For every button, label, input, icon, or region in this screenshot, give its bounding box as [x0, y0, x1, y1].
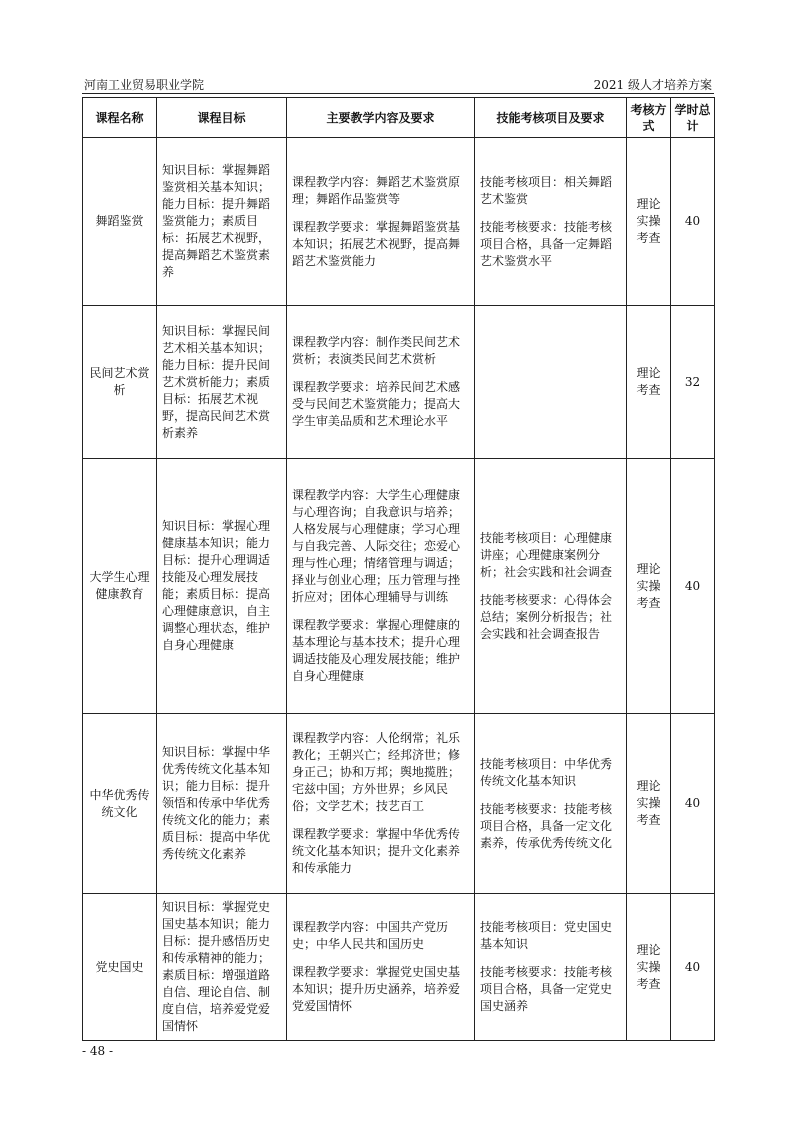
skill-item-text: 技能考核项目：相关舞蹈艺术鉴赏	[480, 174, 613, 206]
skill-requirement-text: 技能考核要求：技能考核项目合格，具备一定文化素养，传承优秀传统文化	[480, 801, 613, 850]
course-goal-cell: 知识目标：掌握心理健康基本知识；能力目标：提升心理调适技能及心理发展技能；素质目标：提高心理健康意识，自主调整心理状态，维护自身心理健康	[157, 459, 287, 714]
total-hours-cell: 40	[671, 714, 715, 894]
table-row	[83, 306, 715, 459]
teaching-content-text: 课程教学内容：中国共产党历史；中华人民共和国历史	[292, 920, 449, 951]
course-name-cell: 中华优秀传统文化	[83, 714, 157, 894]
col-header-course-goal: 课程目标	[157, 98, 287, 138]
assessment-method-cell: 理论实操考查	[627, 714, 671, 894]
teaching-content-cell	[287, 306, 475, 459]
total-hours-cell: 32	[671, 306, 715, 459]
skill-requirement-text: 技能考核要求：技能考核项目合格，具备一定党史国史涵养	[480, 965, 613, 1013]
table-row	[83, 714, 715, 894]
teaching-content-text: 课程教学内容：人伦纲常；礼乐教化；王朝兴亡；经邦济世；修身正己；协和万邦；舆地揽胜；宅兹中国；方外世界；乡风民俗；文学艺术；技艺百工	[292, 731, 461, 813]
skill-item-text: 技能考核项目：党史国史基本知识	[480, 920, 613, 951]
course-name-cell: 大学生心理健康教育	[83, 459, 157, 714]
skill-requirement-text: 技能考核要求：心得体会总结；案例分析报告；社会实践和社会调查报告	[480, 592, 613, 641]
header-institution: 河南工业贸易职业学院	[84, 78, 205, 92]
assessment-method-cell: 理论考查	[627, 306, 671, 459]
table-header-row	[83, 98, 715, 138]
skill-item-text: 技能考核项目：心理健康讲座；心理健康案例分析；社会实践和社会调查	[480, 530, 613, 579]
assessment-method-cell: 理论实操考查	[627, 459, 671, 714]
col-header-assessment-method: 考核方式	[627, 98, 671, 138]
header-rule	[82, 93, 714, 94]
course-goal-cell: 知识目标：掌握党史国史基本知识；能力目标：提升感悟历史和传承精神的能力；素质目标：增强道路自信、理论自信、制度自信，培养爱党爱国情怀	[157, 894, 287, 1041]
course-name-cell: 舞蹈鉴赏	[83, 138, 157, 306]
page-header	[82, 76, 714, 94]
teaching-requirement-text: 课程教学要求：培养民间艺术感受与民间艺术鉴赏能力；提高大学生审美品质和艺术理论水平	[292, 380, 461, 428]
course-goal-cell: 知识目标：掌握民间艺术相关基本知识；能力目标：提升民间艺术赏析能力；素质目标：拓展艺术视野，提高民间艺术赏析素养	[157, 306, 287, 459]
total-hours-cell: 40	[671, 459, 715, 714]
assessment-method-cell: 理论实操考查	[627, 138, 671, 306]
skill-assessment-cell	[475, 459, 627, 714]
course-goal-cell: 知识目标：掌握舞蹈鉴赏相关基本知识；能力目标：提升舞蹈鉴赏能力；素质目标：拓展艺术视野，提高舞蹈艺术鉴赏素养	[157, 138, 287, 306]
skill-assessment-cell	[475, 138, 627, 306]
teaching-requirement-text: 课程教学要求：掌握心理健康的基本理论与基本技术；提升心理调适技能及心理发展技能；维护自身心理健康	[292, 618, 461, 683]
teaching-content-cell	[287, 894, 475, 1041]
col-header-course-name: 课程名称	[83, 98, 157, 138]
teaching-content-cell	[287, 138, 475, 306]
teaching-content-text: 课程教学内容：大学生心理健康与心理咨询；自我意识与培养；人格发展与心理健康；学习心理与自我完善、人际交往；恋爱心理与性心理；情绪管理与调适；择业与创业心理；压力管理与挫折应对；团体心理辅导与训练	[292, 488, 461, 604]
skill-requirement-text: 技能考核要求：技能考核项目合格，具备一定舞蹈艺术鉴赏水平	[480, 219, 613, 268]
teaching-requirement-text: 课程教学要求：掌握舞蹈鉴赏基本知识；拓展艺术视野，提高舞蹈艺术鉴赏能力	[292, 219, 461, 268]
table-row	[83, 459, 715, 714]
course-name-cell: 民间艺术赏析	[83, 306, 157, 459]
assessment-method-cell: 理论实操考查	[627, 894, 671, 1041]
col-header-skill-assessment: 技能考核项目及要求	[475, 98, 627, 138]
col-header-total-hours: 学时总计	[671, 98, 715, 138]
teaching-content-cell	[287, 714, 475, 894]
total-hours-cell: 40	[671, 894, 715, 1041]
skill-assessment-cell	[475, 306, 627, 459]
skill-assessment-cell	[475, 714, 627, 894]
curriculum-table	[82, 97, 715, 1041]
table-row	[83, 894, 715, 1041]
course-goal-cell: 知识目标：掌握中华优秀传统文化基本知识；能力目标：提升领悟和传承中华优秀传统文化的能力；素质目标：提高中华优秀传统文化素养	[157, 714, 287, 894]
teaching-requirement-text: 课程教学要求：掌握党史国史基本知识；提升历史涵养，培养爱党爱国情怀	[292, 965, 461, 1013]
teaching-content-text: 课程教学内容：舞蹈艺术鉴赏原理；舞蹈作品鉴赏等	[292, 174, 461, 206]
col-header-teaching-content: 主要教学内容及要求	[287, 98, 475, 138]
total-hours-cell: 40	[671, 138, 715, 306]
teaching-content-text: 课程教学内容：制作类民间艺术赏析；表演类民间艺术赏析	[292, 335, 461, 366]
course-name-cell: 党史国史	[83, 894, 157, 1041]
page-number: - 48 -	[82, 1044, 114, 1058]
skill-assessment-cell	[475, 894, 627, 1041]
teaching-requirement-text: 课程教学要求：掌握中华优秀传统文化基本知识；提升文化素养和传承能力	[292, 827, 461, 875]
table-row	[83, 138, 715, 306]
teaching-content-cell	[287, 459, 475, 714]
skill-item-text: 技能考核项目：中华优秀传统文化基本知识	[480, 756, 613, 788]
header-plan-title: 2021 级人才培养方案	[593, 78, 712, 92]
